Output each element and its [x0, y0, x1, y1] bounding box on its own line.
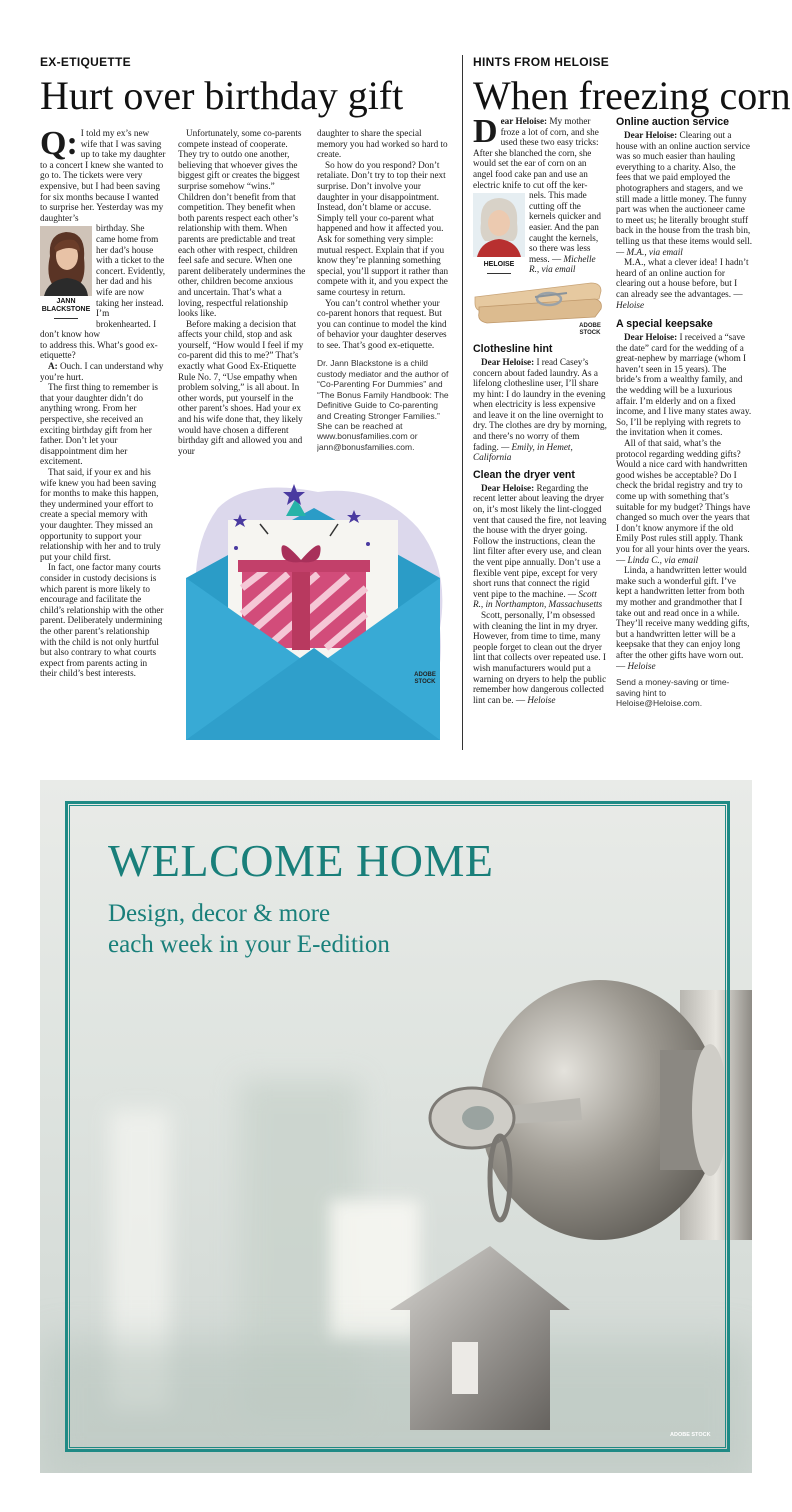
letter-text: Regarding the recent letter about leaving the dryer on, it’s most likely the lint-clogged vent that caused the fire, not leaving the house with the dryer going. Follow the instructions, clean the lint filter after every use, and clean the vent pipe annually. Don’t use a flexible vent pipe, except for very short runs that connect the rigid vent pipe to the machine. [473, 482, 607, 599]
body-paragraph: Unfortunately, some co-parents compete instead of cooperate. They try to outdo one another, believing that whoever gives the biggest gift or creates the biggest surprise somehow “wins.” Children don’t benefit from that competition. They benefit when both parents respect each other’s relationship with them. When parents are predictable and treat each other with respect, children feel safe and secure. When one parent deliberately undermines the other, children become anxious and uncertain. That’s what a loving, respectful relationship looks like. [178, 128, 306, 319]
column-divider [462, 55, 463, 750]
letter-label: Dear Heloise: [481, 356, 535, 367]
section-kicker: HINTS FROM HELOISE [473, 55, 610, 69]
gift-envelope-illustration [178, 478, 450, 748]
letter-text: Clearing out a house with an online auction service was so much easier than hauling everything to a charity. Also, the fees that we paid employed the photographers and stagers, and we still made a little money. The funny part was when the auctioneer came to meet us; he literally brought stuff back in the house from the trash bin, telling us that these items would sell. [616, 130, 752, 246]
subhead-keepsake: A special keepsake [616, 318, 713, 331]
author-bio: Dr. Jann Blackstone is a child custody mediator and the author of “Co-Parenting For Dummies” and “The Bonus Family Handbook: The Definitive Guide to Co-parenting and Creating Stronger Families.” She can be reached at www.bonusfamilies.com or jann@bonusfamilies.com. [317, 358, 449, 452]
left-column-3 [317, 128, 449, 490]
subhead-auction: Online auction service [616, 116, 730, 128]
ad-title: WELCOME HOME [108, 835, 494, 886]
letter-text: I received a “save the date” card for the wedding of a great-nephew by marriage (whom I haven’t seen in 15 years). The bride’s from a wealthy family, and the wedding will be a luxurious affair. I’m elderly and on a fixed income, and I live many states away. So, I’ll be replying with regrets to the invitation when it comes. [616, 332, 752, 438]
heloise-photo-block [473, 193, 525, 274]
right-column-2 [616, 116, 752, 750]
letter-signature: — Scott R., in Northampton, Massachusetts [473, 588, 603, 610]
letter-label: Dear Heloise: [481, 482, 535, 493]
question-text-1: I told my ex’s new wife that I was saving up to take my daughter to a concert I knew she wanted to go to. The tickets were very expensive, but I had been saving for six months because I wanted to surprise her. Yesterday was my daughter’s [40, 128, 166, 223]
reply-signature: Heloise [616, 299, 645, 310]
letter-signature: — Emily, in Hemet, California [473, 441, 573, 463]
illustration-credit: ADOBE STOCK [414, 672, 436, 685]
letter-signature: — M.A., via email [616, 246, 683, 257]
body-paragraph: daughter to share the special memory you had worked so hard to create. [317, 128, 448, 160]
ad-subtitle-line-2: each week in your E-edition [108, 931, 390, 958]
caption-rule [54, 318, 78, 319]
letter-label: Dear Heloise: [624, 332, 678, 343]
answer-text-1: Ouch. I can understand why you’re hurt. [40, 361, 164, 382]
subhead-clothesline: Clothesline hint [473, 342, 553, 355]
body-paragraph: In fact, one factor many courts consider in custody decisions is which parent is more likely to encourage and facilitate the child’s relationship with the other parent. Deliberately undermining the other parent’s relationship with the child is not only hurtful but also contrary to what courts expect from parents acting in their child’s best interests. [40, 562, 164, 679]
subhead-dryer-vent: Clean the dryer vent [473, 468, 575, 481]
ad-subtitle-line-1: Design, decor & more [108, 900, 331, 927]
reply-text: Linda, a handwritten letter would make such a wonderful gift. I’ve kept a handwritten letter from both my mother and grandmother that I take out and read once in a while. They’ll receive many wedding gifts, but a handwritten letter will be a keepsake that they can enjoy long after the other gifts have worn out. — [616, 565, 750, 671]
d-dropcap: D [473, 116, 498, 150]
section-kicker: EX-ETIQUETTE [40, 55, 131, 69]
letter-label: Dear Heloise: [624, 130, 678, 140]
author-photo-caption: JANN BLACKSTONE [41, 298, 91, 314]
left-column-2 [178, 128, 308, 490]
q-dropcap: Q: [40, 128, 78, 162]
body-paragraph: The first thing to remember is that your daughter didn’t do anything wrong. From her perspective, she received an exciting birthday gift from her father. Don’t let your disappointment dim her excitement. [40, 382, 158, 467]
clothespin-credit: ADOBE STOCK [579, 322, 601, 336]
caption-rule [487, 273, 511, 274]
hint-submission-note: Send a money-saving or time-saving hint to Heloise@Heloise.com. [616, 677, 730, 708]
reply-signature: Heloise [527, 694, 556, 705]
ad-photo-credit: ADOBE STOCK [670, 1432, 711, 1438]
heloise-photo [473, 193, 525, 257]
answer-label: A: [48, 361, 58, 372]
letter-text: All of that said, what’s the protocol regarding wedding gifts? Would a nice card with handwritten good wishes be acceptable? Do I check the bridal registry and try to come up with something that’s suitable for my budget? Things have changed so much over the years that I don’t know anymore if the old Emily Post rules still apply. Thank you for all your hints over the years. — [616, 438, 751, 565]
heloise-photo-caption: HELOISE [483, 261, 515, 269]
question-text-3: to address this. What’s good ex-etiquette? [40, 339, 158, 361]
author-photo [40, 226, 92, 296]
ad-subtitle [108, 898, 390, 960]
lead-label: ear Heloise: [500, 116, 548, 126]
reply-text: Scott, personally, I’m obsessed with cleaning the lint in my dryer. However, from time to time, many people forget to clean out the dryer lint that collects over repeated use. I wish manufacturers would put a warning on dryers to help the public remember how dangerous collected lint can be. — [473, 609, 607, 705]
lead-signature: Michelle R., via email [529, 253, 596, 275]
lead-text-continued: nels. This made cutting off the kernels quicker and easier. And the pan caught the kernels, so there was less mess. — [529, 190, 601, 264]
lead-text: My mother froze a lot of corn, and she used these two easy tricks: After she blanched the corn, she would set the ear of corn on an angel food cake pan and use an electric knife to cut off the ker- [473, 116, 599, 190]
clothespin-illustration [473, 277, 607, 337]
author-photo-block [40, 226, 92, 319]
letter-text: I read Casey’s concern about faded laundry. As a lifelong clothesline user, I’ll share my hint: I do laundry in the evening when electricity is less expensive and leave it on the line overnight to dry. The clothes are dry by morning, and there’s no worry of them fading. [473, 356, 607, 452]
article-headline: Hurt over birthday gift [40, 73, 404, 118]
reply-text: M.A., what a clever idea! I hadn’t heard of an online auction for clearing out a house before, but I can already see the advantages. — [616, 257, 749, 299]
body-paragraph: That said, if your ex and his wife knew you had been saving for months to make this happen, they undermined your effort to create a special memory with your daughter. They missed an opportunity to support your relationship with her and to truly put your child first. [40, 467, 161, 562]
reply-signature: Heloise [627, 660, 656, 671]
letter-signature: Linda C., via email [627, 554, 699, 565]
body-paragraph: You can’t control whether your co-parent honors that request. But you can continue to model the kind of behavior your daughter deserves to see. That’s good ex-etiquette. [317, 297, 447, 350]
left-column-1 [40, 128, 166, 750]
body-paragraph: Before making a decision that affects your child, stop and ask yourself, “How would I feel if my co-parent did this to me?” That’s exactly what Good Ex-Etiquette Rule No. 7, “Use empathy when problem solving,” is all about. In other words, put yourself in the other parent’s shoes. Had your ex and his wife done that, they likely would have chosen a different birthday gift and allowed you and your [178, 318, 304, 456]
article-headline: When freezing corn [473, 73, 791, 118]
welcome-home-ad[interactable] [40, 780, 752, 1473]
question-text-2: birthday. She came home from her dad’s house with a ticket to the concert. Evidently, her dad and his wife are now taking her instead. I’m brokenhearted. I don’t know how [40, 223, 166, 340]
body-paragraph: So how do you respond? Don’t retaliate. Don’t try to top their next surprise. Don’t involve your daughter in your disappointment. Instead, don’t blame or accuse. Simply tell your co-parent what happened and how it affected you. Ask for something very simple: mutual respect. Explain that if you know they’re planning something special, you’ll support it rather than compete with it, and you expect the same courtesy in return. [317, 159, 449, 297]
right-column-1 [473, 116, 607, 750]
